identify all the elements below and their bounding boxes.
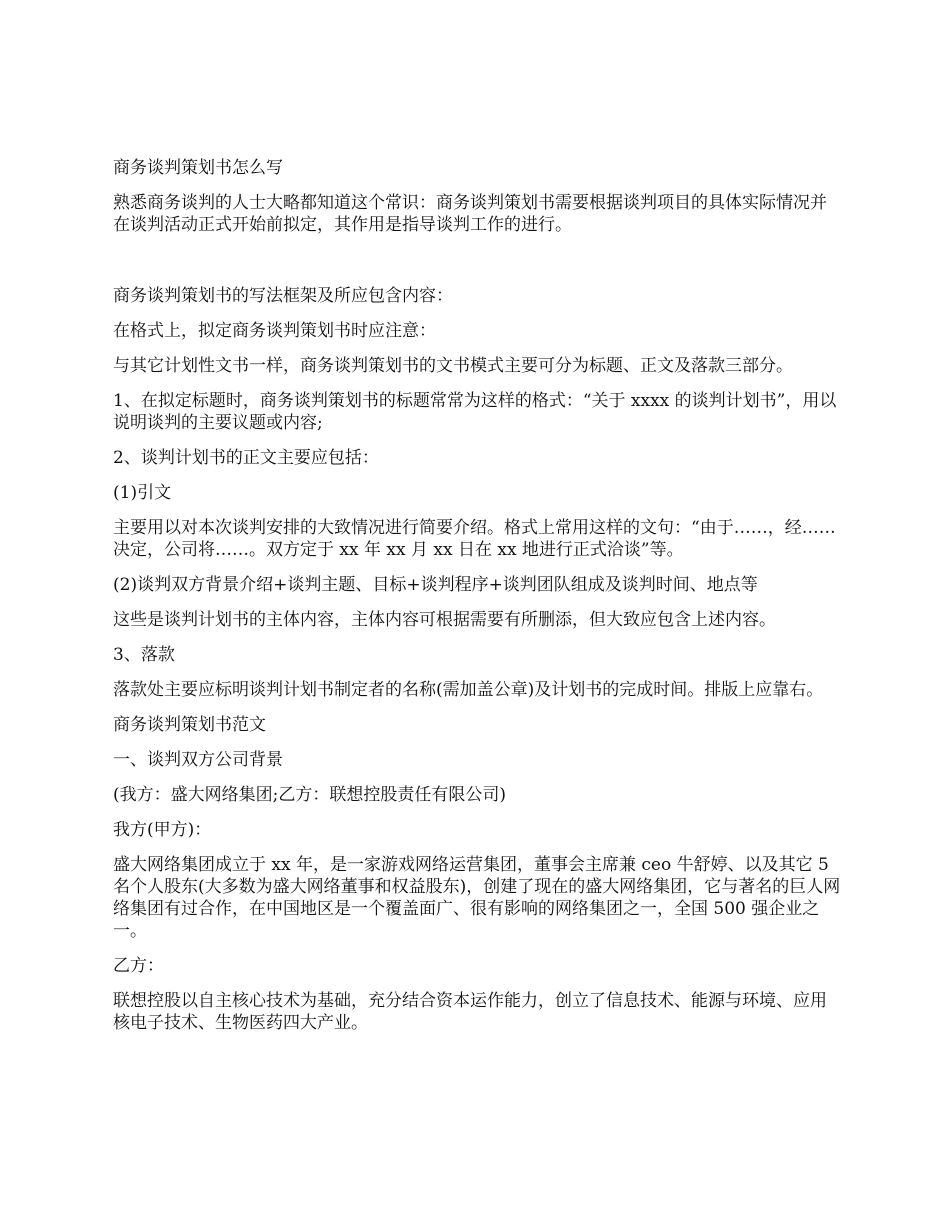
paragraph-main-content: 这些是谈判计划书的主体内容，主体内容可根据需要有所删添，但大致应包含上述内容。 [113, 610, 776, 630]
blank-gap [113, 249, 843, 285]
paragraph-intro-desc: 主要用以对本次谈判安排的大致情况进行简要介绍。格式上常用这样的文句：“由于……，经……决定，公司将……。双方定于 xx 年 xx 月 xx 日在 xx 地进行正式洽谈”等。 [113, 518, 836, 560]
paragraph-signature-heading: 3、落款 [113, 645, 175, 665]
paragraph-framework-heading: 商务谈判策划书的写法框架及所应包含内容： [113, 286, 453, 306]
paragraph-intro: 熟悉商务谈判的人士大略都知道这个常识：商务谈判策划书需要根据谈判项目的具体实际情况并在谈判活动正式开始前拟定，其作用是指导谈判工作的进行。 [113, 193, 827, 235]
document-body [113, 157, 843, 1047]
paragraph-structure: 与其它计划性文书一样，商务谈判策划书的文书模式主要可分为标题、正文及落款三部分。 [113, 356, 793, 376]
paragraph-party-a-desc: 盛大网络集团成立于 xx 年，是一家游戏网络运营集团，董事会主席兼 ceo 牛舒婷、以及其它 5 名个人股东(大多数为盛大网络董事和权益股东)，创建了现在的盛大网络集团，它与著名的巨人网络集团有过合作，在中国地区是一个覆盖面广、很有影响的网络集团之一，全国 500 强企业之一。 [113, 855, 841, 941]
paragraph-title-rule: 1、在拟定标题时，商务谈判策划书的标题常常为这样的格式：“关于 xxxx 的谈判计划书”，用以说明谈判的主要议题或内容; [113, 391, 837, 433]
paragraph-company-background: 一、谈判双方公司背景 [113, 750, 283, 770]
paragraph-background-list: (2)谈判双方背景介绍+谈判主题、目标+谈判程序+谈判团队组成及谈判时间、地点等 [113, 575, 758, 595]
paragraph-party-b-desc: 联想控股以自主核心技术为基础，充分结合资本运作能力，创立了信息技术、能源与环境、应用核电子技术、生物医药四大产业。 [113, 991, 827, 1033]
paragraph-sample-heading: 商务谈判策划书范文 [113, 715, 266, 735]
paragraph-intro-section: (1)引文 [113, 483, 172, 503]
paragraph-party-b-heading: 乙方： [113, 956, 164, 976]
paragraph-party-a-heading: 我方(甲方)： [113, 820, 212, 840]
paragraph-signature-desc: 落款处主要应标明谈判计划书制定者的名称(需加盖公章)及计划书的完成时间。排版上应靠右。 [113, 680, 824, 700]
paragraph-parties: (我方：盛大网络集团;乙方：联想控股责任有限公司) [113, 785, 506, 805]
paragraph-body-rule: 2、谈判计划书的正文主要应包括： [113, 448, 379, 468]
paragraph-format-note: 在格式上，拟定商务谈判策划书时应注意： [113, 321, 436, 341]
document-title: 商务谈判策划书怎么写 [113, 158, 283, 178]
